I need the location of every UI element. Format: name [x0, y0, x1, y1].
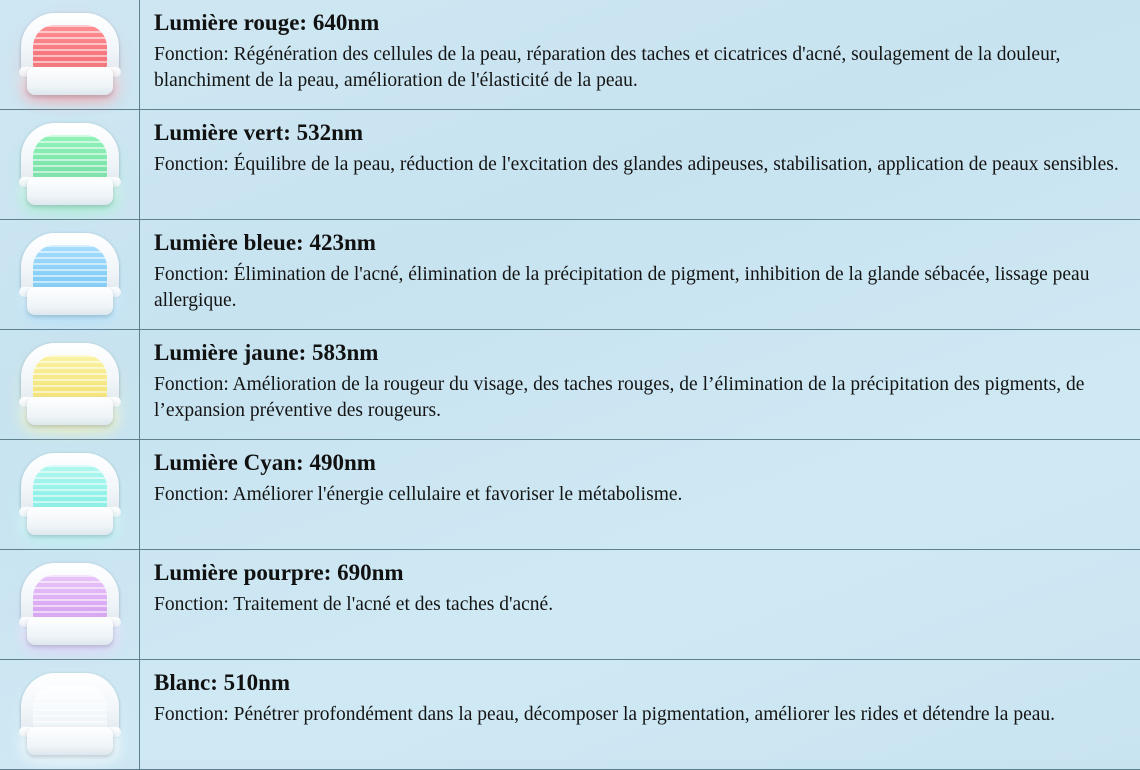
row-description: Fonction: Traitement de l'acné et des taches d'acné.: [154, 594, 554, 616]
lamp-image-cell: [0, 220, 140, 329]
row-title: Lumière jaune: 583nm: [154, 340, 379, 365]
lamp-image-cell: [0, 0, 140, 109]
row-text-cell: [140, 0, 1140, 109]
table-row: [0, 220, 1140, 330]
row-text-cell: [140, 660, 1140, 769]
led-lamp-icon: [11, 669, 129, 761]
row-title: Lumière bleue: 423nm: [154, 230, 376, 255]
led-lamp-icon: [11, 449, 129, 541]
lamp-image-cell: [0, 330, 140, 439]
led-lamp-icon: [11, 339, 129, 431]
row-text-cell: [140, 550, 1140, 659]
row-title: Lumière vert: 532nm: [154, 120, 364, 145]
row-description: Fonction: Élimination de l'acné, élimination de la précipitation de pigment, inhibition de la glande sébacée, lissage peau allergique.: [154, 264, 1095, 312]
table-row: [0, 330, 1140, 440]
row-description: Fonction: Amélioration de la rougeur du visage, des taches rouges, de l’élimination de la précipitation des pigments, de l’expansion préventive des rougeurs.: [154, 374, 1090, 422]
led-lamp-icon: [11, 559, 129, 651]
table-row: [0, 550, 1140, 660]
lamp-image-cell: [0, 440, 140, 549]
led-lamp-icon: [11, 229, 129, 321]
led-lamp-icon: [11, 119, 129, 211]
lamp-image-cell: [0, 110, 140, 219]
row-description: Fonction: Pénétrer profondément dans la peau, décomposer la pigmentation, améliorer les rides et détendre la peau.: [154, 704, 1056, 726]
lamp-image-cell: [0, 660, 140, 769]
row-text-cell: [140, 330, 1140, 439]
row-description: Fonction: Améliorer l'énergie cellulaire et favoriser le métabolisme.: [154, 484, 683, 506]
row-text-cell: [140, 440, 1140, 549]
table-row: [0, 440, 1140, 550]
row-text-cell: [140, 110, 1140, 219]
led-lamp-icon: [11, 9, 129, 101]
table-row: [0, 660, 1140, 770]
table-row: [0, 0, 1140, 110]
row-title: Lumière Cyan: 490nm: [154, 450, 376, 475]
row-title: Lumière rouge: 640nm: [154, 10, 380, 35]
row-text-cell: [140, 220, 1140, 329]
lamp-image-cell: [0, 550, 140, 659]
row-title: Lumière pourpre: 690nm: [154, 560, 404, 585]
row-description: Fonction: Régénération des cellules de la peau, réparation des taches et cicatrices d'acné, soulagement de la douleur, blanchiment de la peau, amélioration de l'élasticité de la peau.: [154, 44, 1066, 92]
table-row: [0, 110, 1140, 220]
row-title: Blanc: 510nm: [154, 670, 291, 695]
row-description: Fonction: Équilibre de la peau, réduction de l'excitation des glandes adipeuses, stabilisation, application de peaux sensibles.: [154, 154, 1119, 176]
